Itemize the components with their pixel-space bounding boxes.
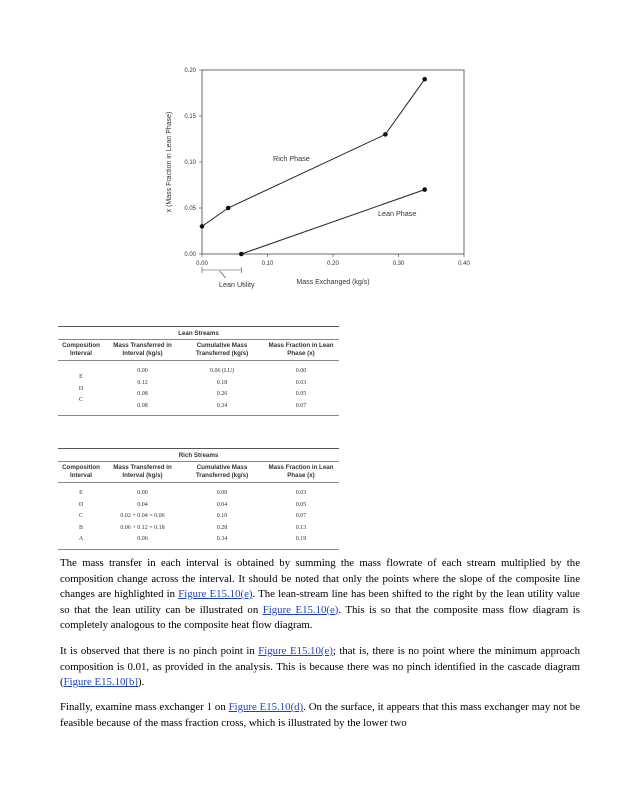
text: Finally, examine mass exchanger 1 on [60, 701, 229, 713]
text: . This is so that the composite mass flow diagram is completely analogous to the composite heat flow diagram. [60, 603, 580, 631]
y-tick-label: 0.20 [184, 68, 196, 75]
cell: 0.34 [216, 536, 228, 542]
x-tick-label: 0.10 [261, 261, 274, 267]
cell: 0.07 [295, 513, 307, 519]
cell: 0.03 [295, 490, 307, 496]
lean-table-title: Lean Streams [58, 327, 339, 340]
rich-table-body [58, 483, 339, 550]
table-row [104, 378, 339, 390]
rich-phase-point [422, 77, 427, 82]
lean-table-header [58, 340, 339, 361]
table-row [104, 389, 339, 401]
cell: 0.00 [137, 368, 148, 374]
lean-interval: E [79, 374, 83, 380]
table-row [58, 488, 339, 500]
cell: 0.26 [216, 391, 228, 397]
header-cumulative-mass: Cumulative Mass Transferred (kg/s) [195, 342, 249, 357]
figure-link[interactable]: Figure E15.10(e) [178, 588, 253, 600]
y-axis-label: x (Mass Fraction in Lean Phase) [166, 111, 173, 213]
table-row [104, 401, 339, 413]
cell: 0.07 [295, 402, 307, 409]
cell: C [78, 513, 83, 519]
x-axis-label: Mass Exchanged (kg/s) [296, 279, 370, 286]
series-points [200, 77, 427, 256]
x-axis-ticks [196, 254, 470, 267]
cell: 0.00 [216, 490, 228, 496]
cell: 0.13 [295, 524, 307, 531]
rich-phase-point [383, 132, 388, 137]
cell: 0.00 [295, 368, 307, 374]
table-row [58, 500, 339, 512]
figure-link[interactable]: Figure E15.10[b] [63, 676, 138, 688]
lean-utility-label: Lean Utility [219, 280, 255, 289]
y-tick-label: 0.10 [184, 160, 196, 167]
lean-values [104, 366, 339, 412]
x-tick-label: 0.20 [327, 261, 339, 267]
header-mass-transferred: Mass Transferred in Interval (kg/s) [113, 464, 172, 479]
text: . On the surface, it appears that this mass exchanger may not be feasible because of the mass fraction cross, which is illustrated by the lower two [60, 701, 580, 729]
paragraph-exchanger [60, 700, 580, 731]
cell: B [78, 524, 83, 531]
cell: 0.34 [216, 402, 228, 409]
text: . The lean-stream line has been shifted to the right by the lean utility value so that the lean utility can be illustrated on [60, 588, 580, 616]
y-tick-label: 0.00 [184, 252, 196, 259]
cell: 0.06 (LU) [210, 368, 234, 374]
paragraph-pinch [60, 644, 580, 691]
rich-phase-point [200, 224, 205, 229]
header-composition-interval: Composition Interval [62, 464, 100, 479]
plot-frame [202, 70, 464, 254]
cell: 0.05 [295, 391, 307, 397]
table-row [58, 511, 339, 523]
lean-phase-point [422, 187, 427, 192]
figure-link[interactable]: Figure E15.10(e) [258, 645, 333, 657]
rich-phase-label: Rich Phase [273, 154, 310, 163]
cell: 0.06 + 0.12 = 0.18 [120, 524, 165, 531]
cell: D [78, 501, 84, 508]
header-mass-fraction: Mass Fraction in Lean Phase (x) [268, 342, 334, 357]
cell: 0.04 [216, 501, 228, 508]
cell: E [79, 490, 83, 496]
y-axis-ticks [184, 68, 202, 258]
table-row [58, 534, 339, 546]
text: ; that is, there is no point where the minimum approach composition is 0.01, as provided in the analysis. This is because there was no pinch identified in the cascade diagram ( [60, 645, 580, 688]
figure-link[interactable]: Figure E15.10(e) [262, 603, 339, 616]
cell: 0.12 [137, 379, 148, 386]
lean-table-body [58, 361, 339, 416]
text: ). [137, 676, 145, 688]
header-mass-fraction: Mass Fraction in Lean Phase (x) [268, 464, 334, 479]
composite-mass-chart [160, 60, 480, 295]
cell: 0.05 [295, 501, 307, 508]
rich-phase-line [202, 79, 425, 226]
text: The mass transfer in each interval is obtained by summing the mass flowrate of each stream multiplied by the composition change across the interval. It should be noted that only the points where the slope of the composite line changes are highlighted in [60, 557, 580, 600]
cell: 0.06 [137, 536, 148, 542]
table-row [58, 523, 339, 535]
lean-interval-labels [58, 372, 104, 407]
cell: 0.08 [137, 402, 148, 409]
cell: 0.19 [295, 536, 307, 542]
x-tick-label: 0.40 [458, 261, 470, 267]
cell: 0.02 + 0.04 = 0.06 [120, 513, 165, 519]
lean-utility-bracket [202, 267, 241, 278]
x-tick-label: 0.30 [392, 261, 405, 267]
y-tick-label: 0.05 [184, 206, 196, 213]
header-mass-transferred: Mass Transferred in Interval (kg/s) [113, 342, 172, 357]
table-row [104, 366, 339, 378]
rich-table-title: Rich Streams [58, 449, 339, 462]
paragraph-mass-transfer [60, 556, 580, 634]
lean-phase-point [239, 252, 244, 257]
lean-interval: C [78, 397, 83, 403]
cell: A [78, 536, 84, 542]
lean-phase-label: Lean Phase [378, 209, 417, 218]
lean-streams-table [58, 326, 339, 416]
lean-phase-line [241, 190, 424, 254]
cell: 0.28 [216, 524, 228, 531]
text: It is observed that there is no pinch point in [60, 645, 259, 657]
header-cumulative-mass: Cumulative Mass Transferred (kg/s) [195, 464, 249, 479]
cell: 0.08 [137, 391, 148, 397]
lean-interval: D [78, 385, 84, 392]
y-tick-label: 0.15 [184, 114, 196, 121]
cell: 0.03 [295, 379, 307, 386]
cell: 0.00 [137, 490, 148, 496]
rich-streams-table [58, 448, 339, 550]
x-tick-label: 0.00 [196, 261, 208, 267]
cell: 0.10 [216, 513, 228, 519]
header-composition-interval: Composition Interval [62, 342, 100, 357]
rich-table-header [58, 462, 339, 483]
cell: 0.04 [137, 501, 148, 508]
series-lines [202, 79, 425, 254]
figure-link[interactable]: Figure E15.10(d) [228, 701, 304, 713]
cell: 0.18 [216, 379, 228, 386]
rich-phase-point [226, 206, 231, 211]
